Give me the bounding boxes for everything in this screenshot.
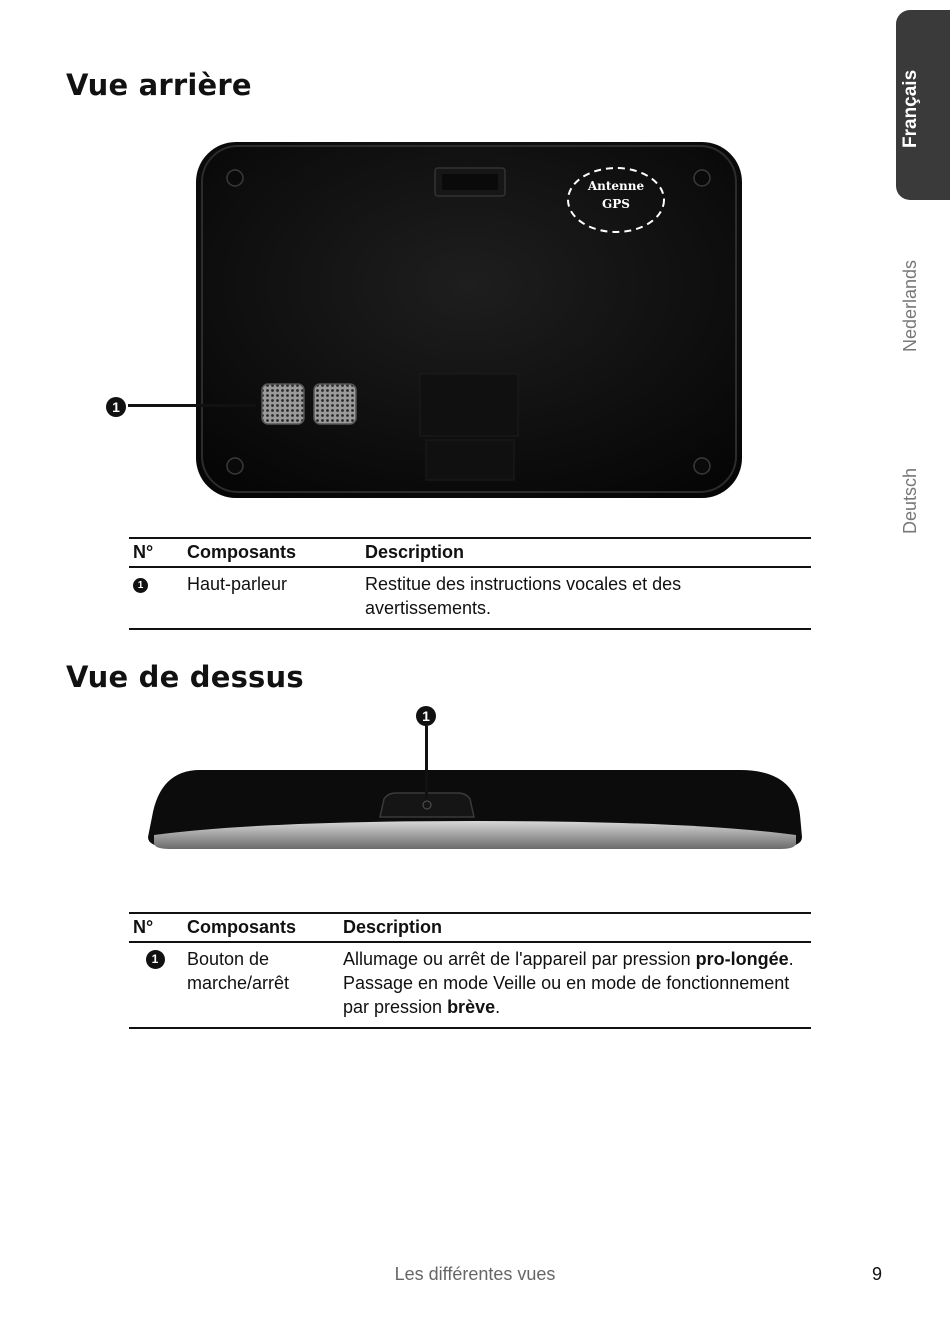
- callout-speaker-line: [128, 404, 256, 407]
- header-number: N°: [129, 913, 183, 942]
- row-component: Bouton de marche/arrêt: [183, 942, 339, 1028]
- header-number: N°: [129, 538, 183, 567]
- language-tab-nederlands[interactable]: Nederlands: [900, 259, 920, 352]
- screw-top-right: [694, 170, 710, 186]
- top-view-title: Vue de dessus: [66, 660, 304, 694]
- speaker-grill-left: [262, 384, 304, 424]
- device-top-illustration: [140, 755, 810, 860]
- callout-power-number: 1: [416, 706, 436, 726]
- header-description: Description: [339, 913, 811, 942]
- table-header-row: [129, 538, 811, 567]
- footer-section-title: Les différentes vues: [394, 1264, 556, 1284]
- table-row: [129, 567, 811, 629]
- description-bold-1: pro-longée: [695, 949, 789, 969]
- description-text-3: .: [495, 997, 501, 1017]
- callout-speaker-number: 1: [106, 397, 126, 417]
- description-bold-2: brève: [447, 997, 496, 1017]
- row-description: [339, 942, 811, 1028]
- callout-power-line: [425, 726, 428, 800]
- screw-bottom-right: [694, 458, 710, 474]
- number-badge: 1: [133, 578, 148, 593]
- language-tab-francais[interactable]: Français: [900, 69, 921, 148]
- speaker-grill-right: [314, 384, 356, 424]
- language-tab-deutsch[interactable]: Deutsch: [900, 467, 920, 534]
- header-components: Composants: [183, 538, 361, 567]
- top-view-table: [129, 912, 811, 1029]
- row-description: Restitue des instructions vocales et des avertissements.: [361, 567, 811, 629]
- header-components: Composants: [183, 913, 339, 942]
- screw-top-left: [227, 170, 243, 186]
- row-number-cell: [129, 567, 183, 629]
- device-back-illustration: [190, 138, 750, 508]
- description-text-1: Allumage ou arrêt de l'appareil par pression: [343, 949, 696, 969]
- antenna-label-line2: GPS: [602, 197, 630, 211]
- row-number-cell: [129, 942, 183, 1028]
- screw-bottom-left: [227, 458, 243, 474]
- back-view-table: [129, 537, 811, 630]
- back-view-title: Vue arrière: [66, 68, 252, 102]
- header-description: Description: [361, 538, 811, 567]
- row-component: Haut-parleur: [183, 567, 361, 629]
- table-row: [129, 942, 811, 1028]
- antenna-label-line1: Antenne: [587, 179, 645, 193]
- number-badge: 1: [146, 950, 165, 969]
- table-header-row: [129, 913, 811, 942]
- page-number: 9: [871, 1264, 882, 1284]
- description-text-2: . Passage en mode Veille ou en mode de fonctionnement par pression: [343, 949, 794, 1017]
